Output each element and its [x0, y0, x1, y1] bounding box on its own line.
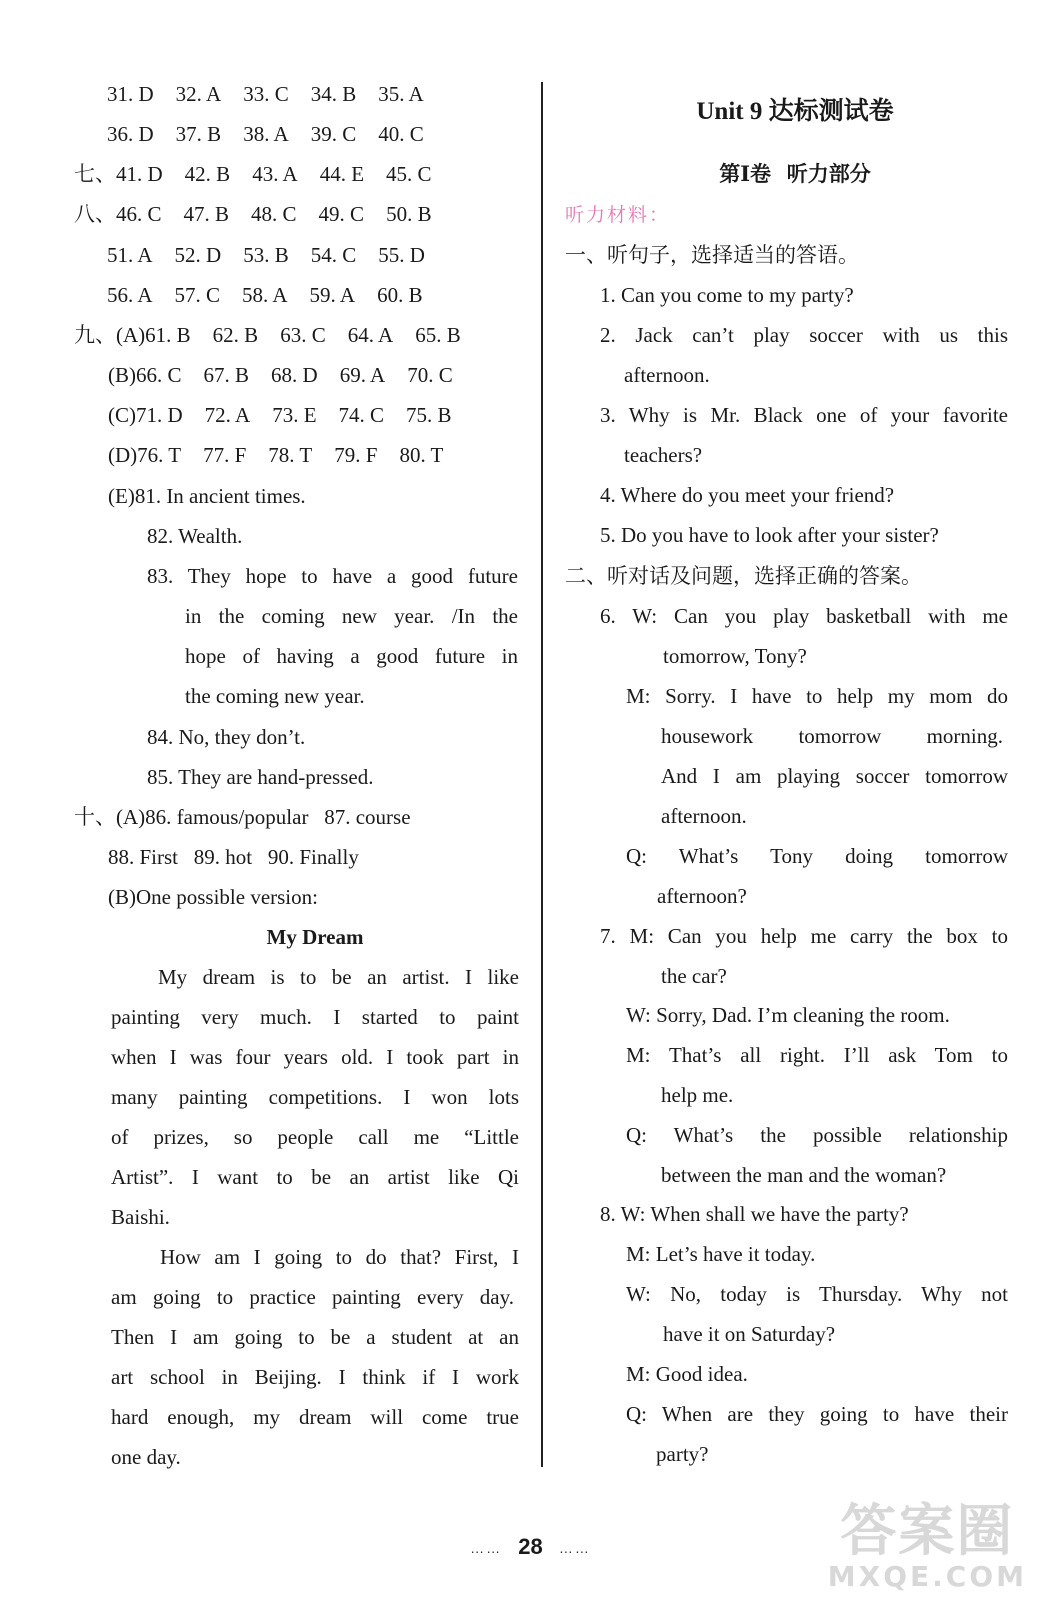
dialogue-line: 8. W: When shall we have the party?	[600, 1202, 909, 1226]
question-line: 5. Do you have to look after your sister?	[600, 523, 939, 547]
section-heading: 二、听对话及问题，选择正确的答案。	[565, 564, 922, 588]
essay-line: Then I am going to be a student at an	[111, 1325, 519, 1349]
dialogue-line: party?	[656, 1442, 709, 1466]
essay-line: hard enough, my dream will come true	[111, 1405, 519, 1429]
answer-row	[74, 160, 432, 188]
answer: 35. A	[378, 82, 424, 106]
answer: 56. A	[107, 283, 153, 307]
answer: 52. D	[174, 243, 222, 267]
answer-row	[107, 80, 424, 108]
dialogue-line: Q: What’s Tony doing tomorrow	[626, 844, 1008, 868]
essay-line: many painting competitions. I won lots	[111, 1085, 519, 1109]
answer: (C)71. D	[108, 403, 183, 427]
answer-row-86: 十、(A)86. famous/popular 87. course	[74, 805, 411, 829]
answer: 53. B	[243, 243, 289, 267]
answer-83-line: the coming new year.	[185, 684, 365, 708]
answer-85: 85. They are hand-pressed.	[147, 765, 374, 789]
answer: 40. C	[378, 122, 424, 146]
answer-row	[108, 401, 452, 429]
essay-line: art school in Beijing. I think if I work	[111, 1365, 519, 1389]
answer: 38. A	[243, 122, 289, 146]
answer: 74. C	[338, 403, 385, 427]
answer: 62. B	[212, 323, 259, 347]
dialogue-line: tomorrow, Tony?	[663, 644, 807, 668]
question-line: 2. Jack can’t play soccer with us this	[600, 323, 1008, 347]
unit-title: Unit 9 达标测试卷	[696, 98, 894, 125]
answer: 43. A	[252, 162, 298, 186]
answer: 67. B	[203, 363, 250, 387]
answer: 79. F	[334, 443, 378, 467]
answer: 54. C	[310, 243, 357, 267]
answer: 七、41. D	[74, 162, 163, 186]
answer: 48. C	[251, 202, 297, 226]
answer: 55. D	[378, 243, 425, 267]
answer: 32. A	[175, 82, 222, 106]
answer: 78. T	[268, 443, 313, 467]
answer-82: 82. Wealth.	[147, 524, 243, 548]
dialogue-line: M: Sorry. I have to help my mom do	[626, 684, 1008, 708]
dialogue-line: Q: What’s the possible relationship	[626, 1123, 1008, 1147]
answer: 69. A	[339, 363, 386, 387]
answer: 80. T	[399, 443, 444, 467]
answer-row	[108, 441, 443, 469]
dialogue-line: 7. M: Can you help me carry the box to	[600, 924, 1008, 948]
answer: 63. C	[280, 323, 326, 347]
answer: 50. B	[386, 202, 432, 226]
dialogue-line: 6. W: Can you play basketball with me	[600, 604, 1008, 628]
dialogue-line: the car?	[661, 964, 727, 988]
essay-title: My Dream	[266, 925, 364, 949]
essay-line: My dream is to be an artist. I like	[158, 965, 519, 989]
answer: 57. C	[174, 283, 221, 307]
answer-83-line: in the coming new year. /In the	[185, 604, 518, 628]
section-subtitle: 第Ⅰ卷 听力部分	[719, 162, 871, 186]
dialogue-line: M: Good idea.	[626, 1362, 748, 1386]
essay-line: am going to practice painting every day.	[111, 1285, 514, 1309]
essay-line: of prizes, so people call me “Little	[111, 1125, 519, 1149]
answer: 九、(A)61. B	[74, 323, 191, 347]
answer: 65. B	[415, 323, 461, 347]
dialogue-line: help me.	[661, 1083, 734, 1107]
answer: 44. E	[319, 162, 365, 186]
answer-81: (E)81. In ancient times.	[108, 484, 306, 508]
answer-row	[107, 120, 424, 148]
essay-line: painting very much. I started to paint	[111, 1005, 519, 1029]
material-label: 听力材料：	[565, 204, 671, 226]
dialogue-line: afternoon.	[661, 804, 747, 828]
answer: 37. B	[175, 122, 222, 146]
answer: 59. A	[309, 283, 356, 307]
question-line: teachers?	[624, 443, 703, 467]
dialogue-line: And I am playing soccer tomorrow	[661, 764, 1008, 788]
answer: 72. A	[204, 403, 251, 427]
page-number: 28	[518, 1534, 543, 1559]
answer: 31. D	[107, 82, 154, 106]
answer: 42. B	[184, 162, 231, 186]
answer: 33. C	[243, 82, 289, 106]
answer-row-88: 88. First 89. hot 90. Finally	[108, 845, 359, 869]
answer: 36. D	[107, 122, 154, 146]
dialogue-line: M: That’s all right. I’ll ask Tom to	[626, 1043, 1008, 1067]
answer-row	[74, 321, 461, 349]
answer: 58. A	[242, 283, 288, 307]
answer: 39. C	[310, 122, 357, 146]
essay-line: How am I going to do that? First, I	[160, 1245, 519, 1269]
answer: 45. C	[386, 162, 432, 186]
dialogue-line: afternoon?	[657, 884, 747, 908]
question-line: afternoon.	[624, 363, 710, 387]
essay-line: Artist”. I want to be an artist like Qi	[111, 1165, 519, 1189]
question-line: 1. Can you come to my party?	[600, 283, 854, 307]
answer: 75. B	[406, 403, 452, 427]
answer-row	[107, 241, 425, 269]
answer-83-line: 83. They hope to have a good future	[147, 564, 518, 588]
answer: 77. F	[203, 443, 247, 467]
answer: 34. B	[310, 82, 357, 106]
answer: (B)66. C	[108, 363, 182, 387]
answer-row	[108, 361, 453, 389]
answer: 73. E	[272, 403, 317, 427]
answer: 49. C	[318, 202, 365, 226]
dialogue-line: Q: When are they going to have their	[626, 1402, 1008, 1426]
answer: 八、46. C	[74, 202, 162, 226]
footer-dots: ……	[470, 1540, 503, 1557]
answer-84: 84. No, they don’t.	[147, 725, 306, 749]
dialogue-line: have it on Saturday?	[663, 1322, 836, 1346]
watermark-url: MXQE.COM	[827, 1560, 1027, 1593]
answer: 70. C	[407, 363, 453, 387]
watermark-text: 答案圈	[840, 1499, 1015, 1564]
footer-dots: ……	[558, 1540, 591, 1557]
dialogue-line: W: Sorry, Dad. I’m cleaning the room.	[626, 1003, 950, 1027]
watermark-logo	[827, 1499, 1027, 1593]
answer: (D)76. T	[108, 443, 182, 467]
answer: 68. D	[271, 363, 318, 387]
answer: 64. A	[347, 323, 394, 347]
dialogue-line: M: Let’s have it today.	[626, 1242, 816, 1266]
answer-row	[107, 281, 423, 309]
answer-row	[74, 200, 432, 228]
part-b-intro: (B)One possible version:	[108, 885, 318, 909]
dialogue-line: housework tomorrow morning.	[661, 724, 1003, 748]
essay-line: when I was four years old. I took part in	[111, 1045, 519, 1069]
essay-line: Baishi.	[111, 1205, 170, 1229]
answer: 60. B	[377, 283, 423, 307]
section-heading: 一、听句子，选择适当的答语。	[565, 243, 859, 267]
dialogue-line: between the man and the woman?	[661, 1163, 947, 1187]
answer: 47. B	[183, 202, 230, 226]
column-divider	[541, 82, 543, 1467]
answer-83-line: hope of having a good future in	[185, 644, 518, 668]
question-line: 4. Where do you meet your friend?	[600, 483, 895, 507]
essay-line: one day.	[111, 1445, 181, 1469]
answer: 51. A	[107, 243, 153, 267]
question-line: 3. Why is Mr. Black one of your favorite	[600, 403, 1008, 427]
dialogue-line: W: No, today is Thursday. Why not	[626, 1282, 1008, 1306]
